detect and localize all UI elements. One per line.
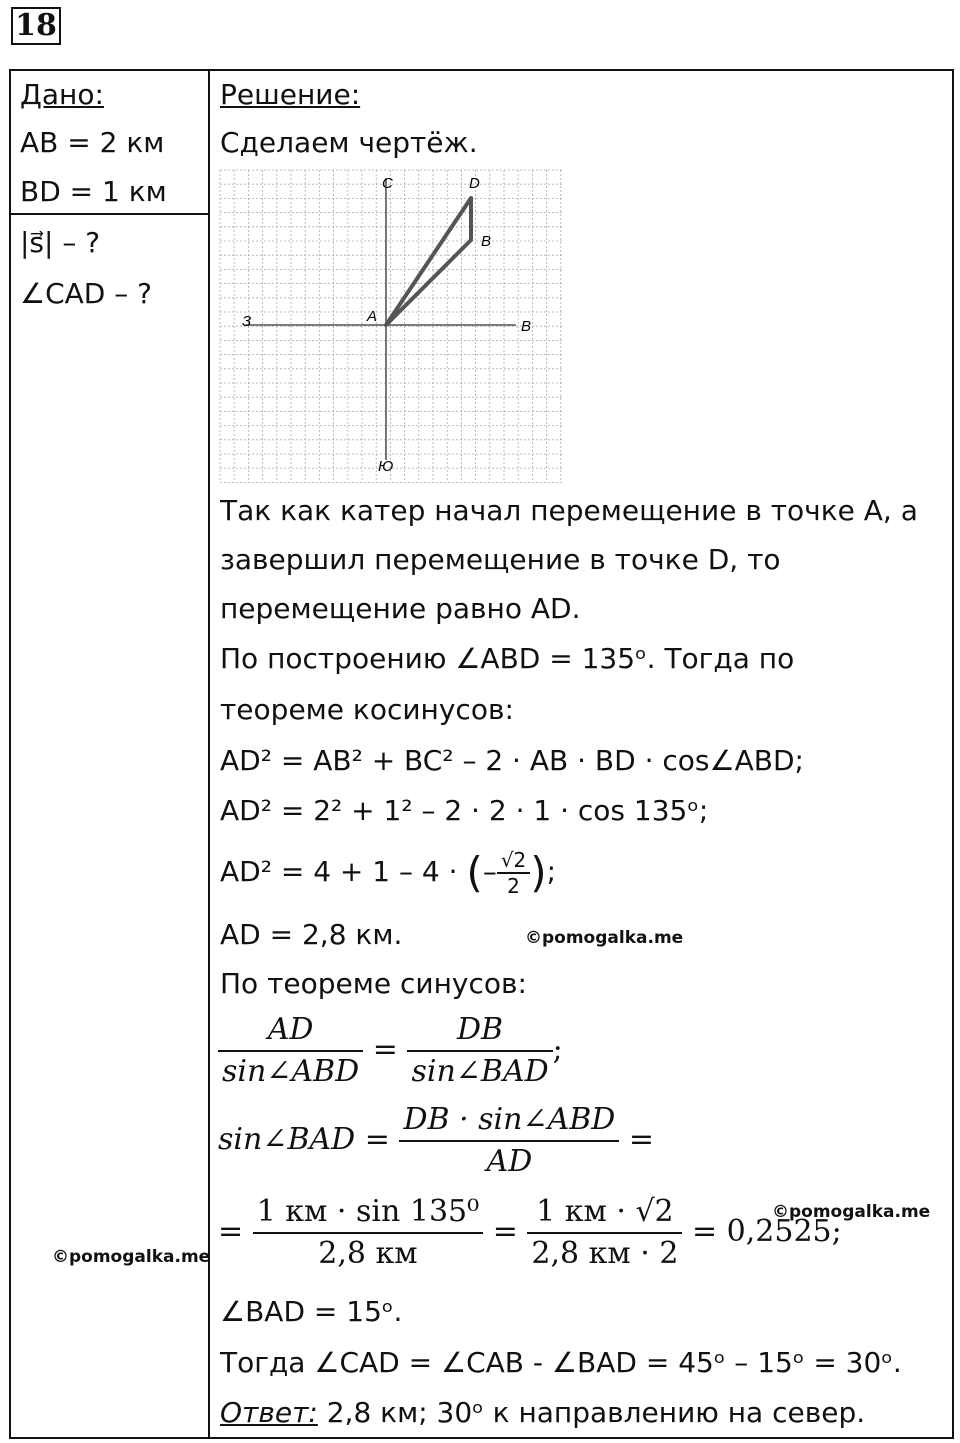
cosine-lhs: AD² = 4 + 1 – 4 · bbox=[220, 855, 467, 888]
sqrt2-numerator: √2 bbox=[500, 848, 527, 872]
label-point-d: D bbox=[469, 175, 480, 192]
label-point-a: A bbox=[367, 308, 378, 325]
text-line-4: По построению ∠ABD = 135ᵒ. Тогда по bbox=[220, 642, 795, 675]
sine-law-heading: По теореме синусов: bbox=[220, 967, 527, 1000]
triangle-abd bbox=[386, 198, 471, 325]
cosine-law-substituted: AD² = 2² + 1² – 2 · 2 · 1 · cos 135ᵒ; bbox=[220, 794, 709, 827]
given-ab: AB = 2 км bbox=[20, 126, 165, 159]
label-north: С bbox=[382, 175, 393, 192]
compass-diagram bbox=[218, 168, 564, 483]
column-divider bbox=[208, 69, 210, 1439]
bad-result: ∠BAD = 15ᵒ. bbox=[220, 1295, 403, 1328]
given-heading: Дано: bbox=[20, 78, 104, 111]
cosine-law-computed: AD² = 4 + 1 – 4 · (– $\frac{√2}{2}$ ); bbox=[220, 848, 557, 898]
given-divider bbox=[9, 213, 209, 215]
text-line-1: Так как катер начал перемещение в точке А, а bbox=[220, 494, 918, 527]
cad-result: Тогда ∠CAD = ∠CAB - ∠BAD = 45ᵒ – 15ᵒ = 30ᵒ. bbox=[220, 1346, 902, 1379]
watermark-3: ©pomogalka.me bbox=[52, 1247, 211, 1267]
label-east: В bbox=[521, 318, 532, 335]
text-line-5: теореме косинусов: bbox=[220, 693, 514, 726]
watermark-2: ©pomogalka.me bbox=[772, 1202, 931, 1222]
label-south: Ю bbox=[378, 458, 394, 475]
watermark-1: ©pomogalka.me bbox=[525, 928, 684, 948]
ad-result: AD = 2,8 км. bbox=[220, 918, 403, 951]
problem-number: 18 bbox=[11, 7, 61, 45]
cosine-law-formula: AD² = AB² + BC² – 2 · AB · BD · cos∠ABD; bbox=[220, 744, 804, 777]
sine-law-equation: $\frac{AD}{\text{sin∠ABD}}$ = $\frac{DB}{\text{sin∠BAD}}$ ; bbox=[218, 1010, 563, 1092]
text-line-2: завершил перемещение в точке D, то bbox=[220, 543, 781, 576]
answer-text: 2,8 км; 30ᵒ к направлению на север. bbox=[317, 1396, 866, 1429]
text-line-3: перемещение равно AD. bbox=[220, 592, 581, 625]
sin-bad-computation: = $\frac{\text{1 км · sin 135⁰}}{2,8 км}$ = $\frac{1 км \cdot √2}{2,8 км \cdot 2}$ = 0,2525; bbox=[218, 1192, 842, 1274]
sin-bad-expression: sin∠BAD = $\frac{\text{DB · sin∠ABD}}{AD}$ = bbox=[218, 1100, 654, 1182]
draw-instruction: Сделаем чертёж. bbox=[220, 126, 478, 159]
answer-line bbox=[220, 1396, 865, 1430]
find-angle: ∠CAD – ? bbox=[20, 277, 153, 310]
label-west: З bbox=[242, 313, 252, 330]
find-displacement: |s⃗| – ? bbox=[20, 226, 101, 259]
answer-label: Ответ: bbox=[220, 1396, 318, 1429]
label-point-b: B bbox=[481, 233, 492, 250]
given-bd: BD = 1 км bbox=[20, 175, 167, 208]
solution-heading: Решение: bbox=[220, 78, 361, 111]
sqrt2-denominator: 2 bbox=[497, 872, 530, 898]
